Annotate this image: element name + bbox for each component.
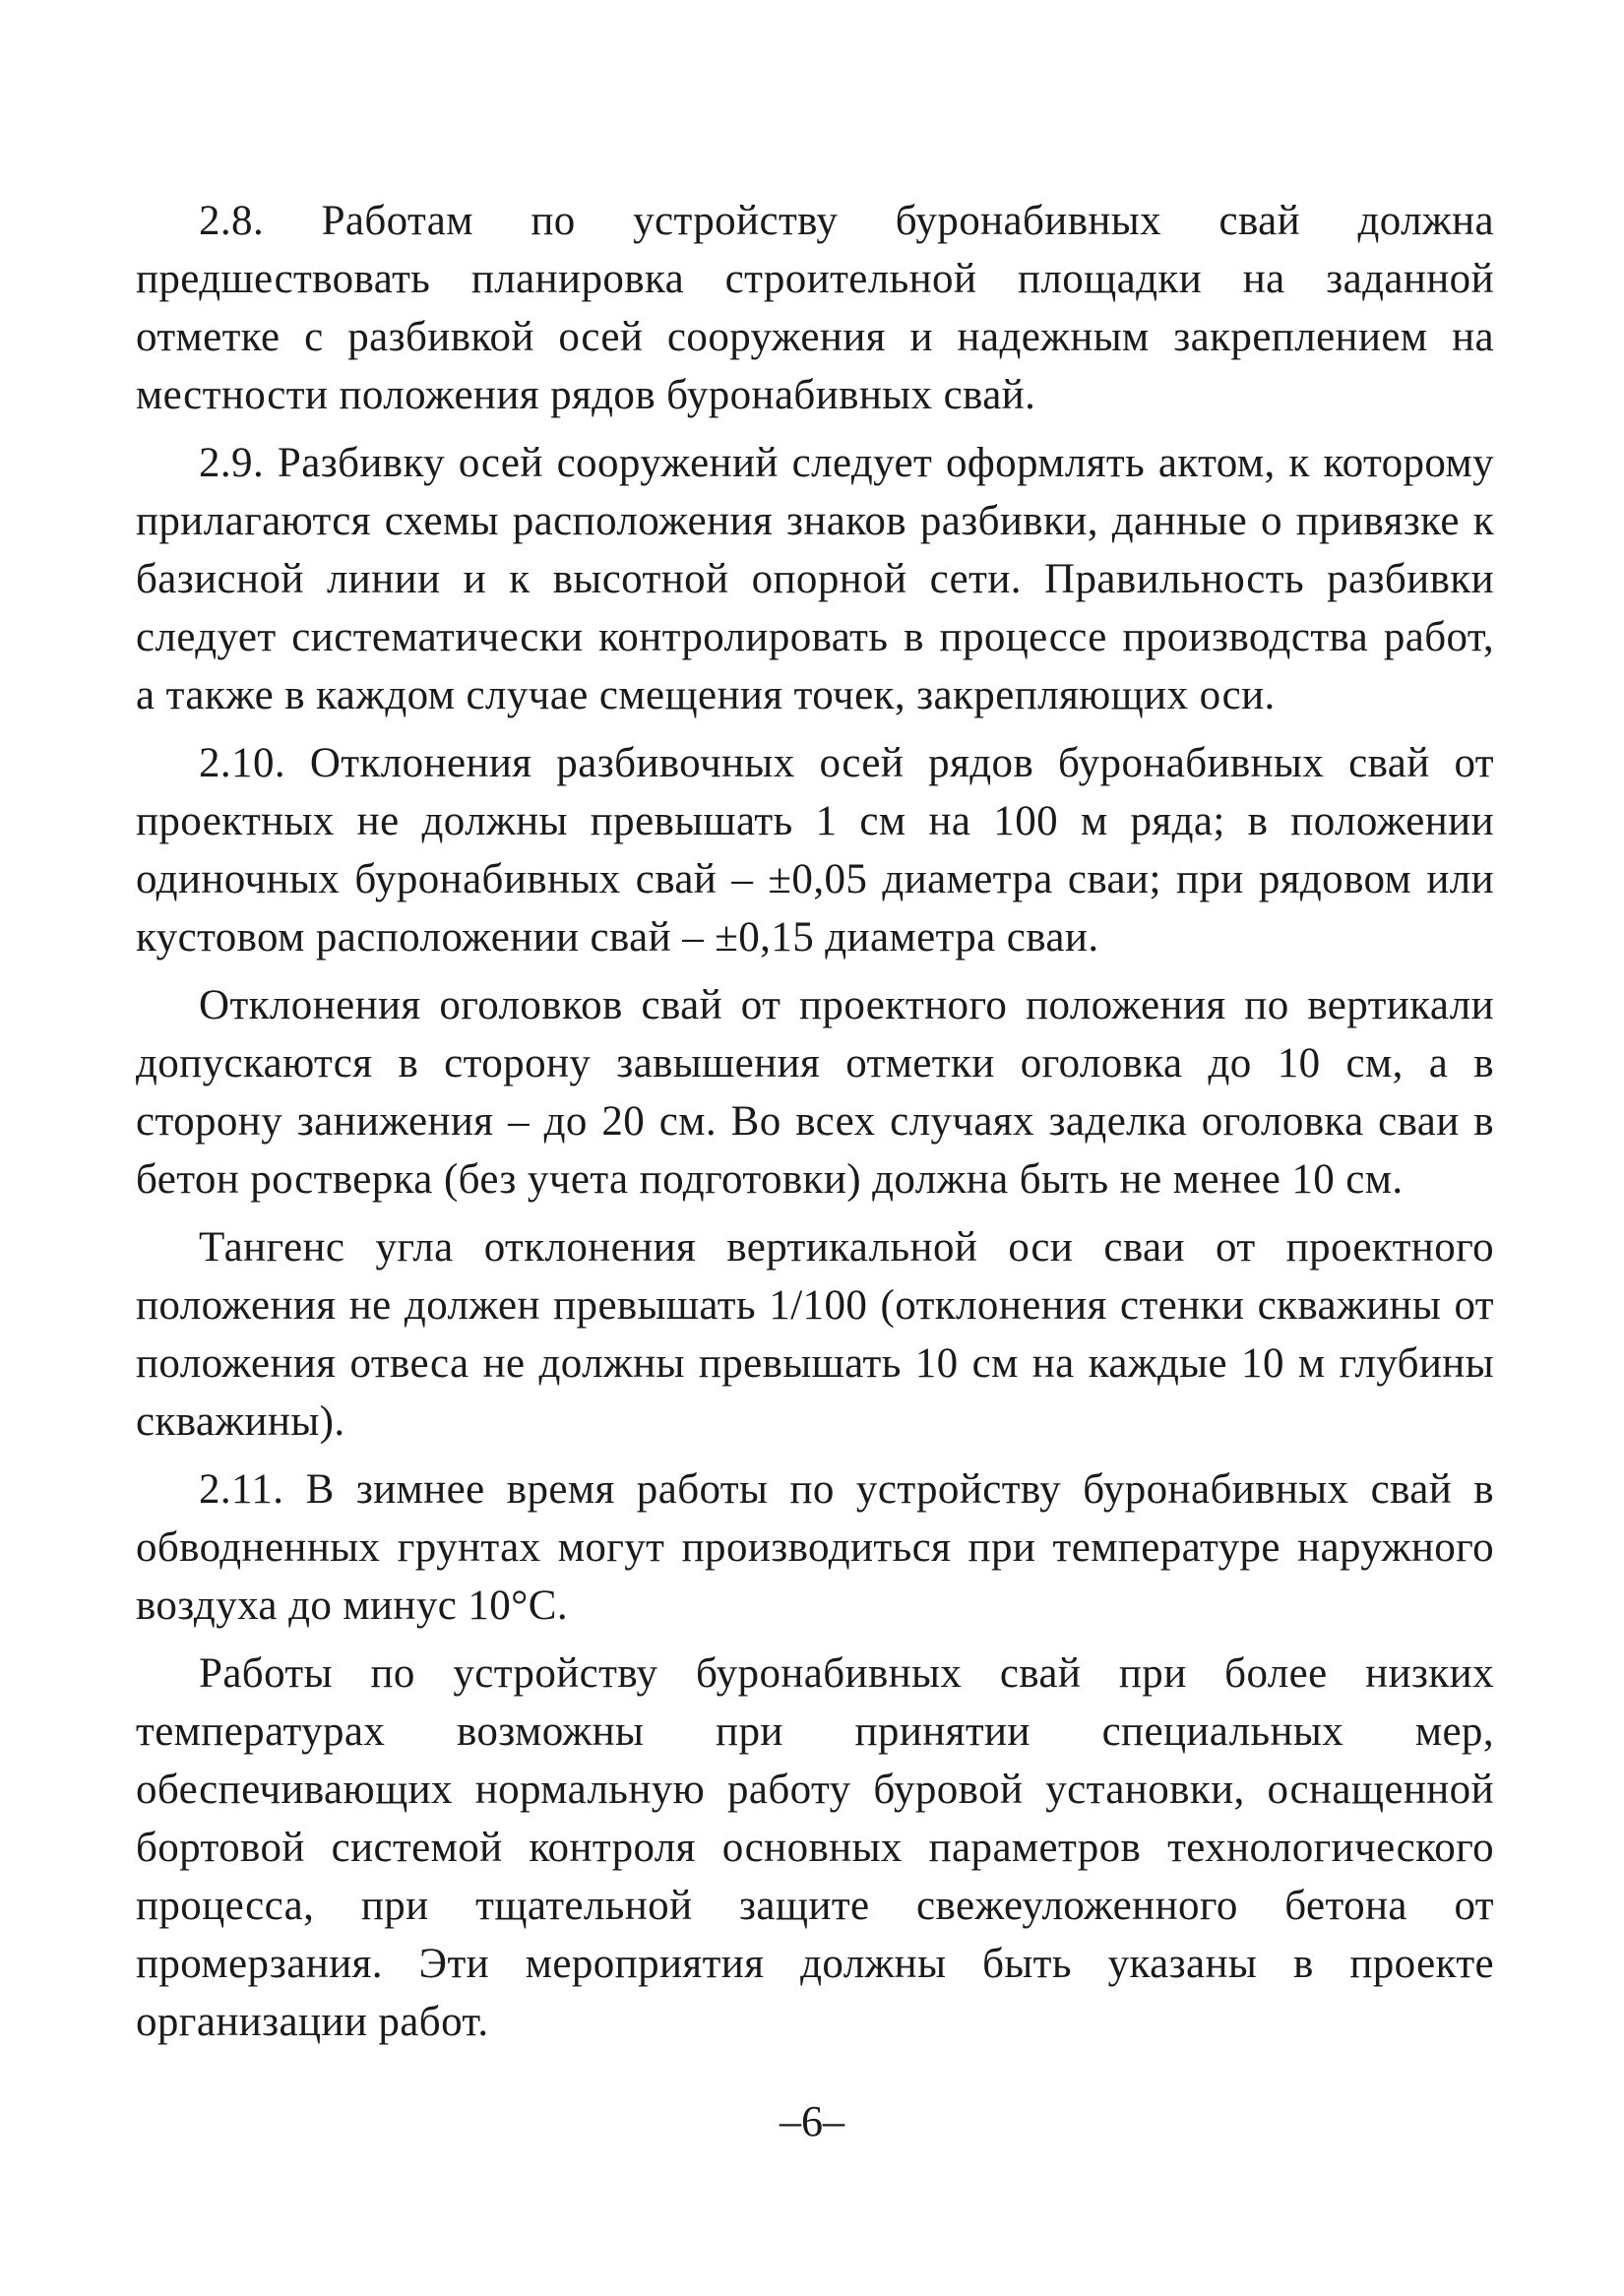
paragraph-2-8: 2.8. Работам по устройству буронабивных свай должна предшествовать планировка строительной площадки на заданной отметке с разбивкой осей сооружения и надежным закреплением на местности положения рядов буронабивных свай. — [136, 198, 1494, 418]
paragraph-2-10: 2.10. Отклонения разбивочных осей рядов буронабивных свай от проектных не должны превышать 1 см на 100 м ряда; в положении одиночных буронабивных свай – ±0,05 диаметра сваи; при рядовом или кустовом расположении свай – ±0,15 диаметра сваи. — [136, 740, 1494, 961]
paragraph-2-11: 2.11. В зимнее время работы по устройству буронабивных свай в обводненных грунтах могут производиться при температуре наружного воздуха до минус 10°С. — [136, 1466, 1494, 1629]
paragraph-2-11-low-temp: Работы по устройству буронабивных свай при более низких температурах возможны при принятии специальных мер, обеспечивающих нормальную работу буровой установки, оснащенной бортовой системой контроля основных параметров технологического процесса, при тщательной защите свежеуложенного бетона от промерзания. Эти мероприятия должны быть указаны в проекте организации работ. — [136, 1650, 1494, 2045]
paragraph-2-9: 2.9. Разбивку осей сооружений следует оформлять актом, к которому прилагаются схемы расположения знаков разбивки, данные о привязке к базисной линии и к высотной опорной сети. Правильность разбивки следует систематически контролировать в процессе производства работ, а также в каждом случае смещения точек, закрепляющих оси. — [136, 440, 1494, 718]
paragraph-2-10-heads: Отклонения оголовков свай от проектного положения по вертикали допускаются в сторону завышения отметки оголовка до 10 см, а в сторону занижения – до 20 см. Во всех случаях заделка оголовка сваи в бетон ростверка (без учета подготовки) должна быть не менее 10 см. — [136, 982, 1494, 1203]
paragraph-2-10-tangent: Тангенс угла отклонения вертикальной оси сваи от проектного положения не должен превышать 1/100 (отклонения стенки скважины от положения отвеса не должны превышать 10 см на каждые 10 м глубины скважины). — [136, 1224, 1494, 1445]
page-number: –6– — [780, 2097, 844, 2145]
document-body — [136, 192, 1494, 2061]
